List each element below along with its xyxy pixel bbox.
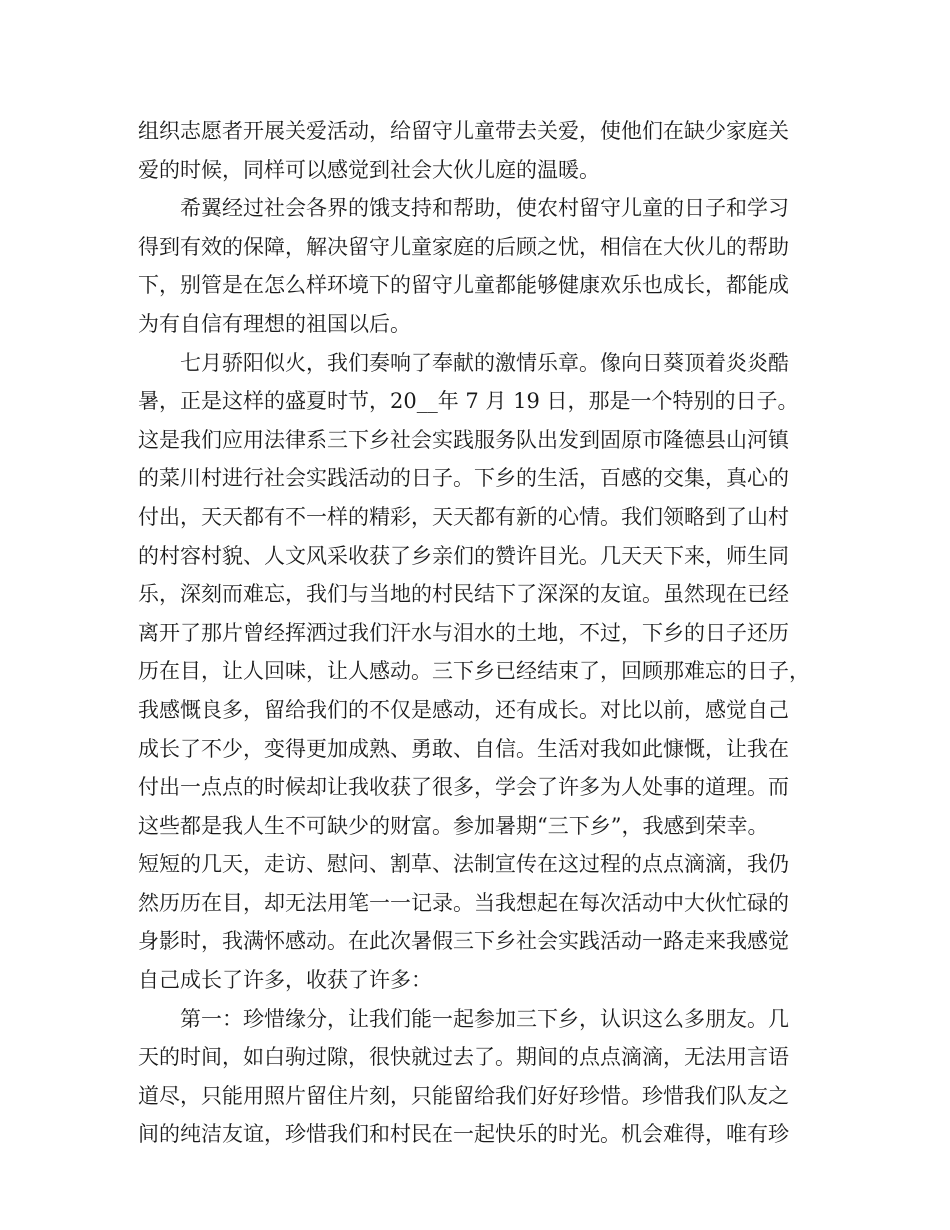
text-line: 身影时，我满怀感动。在此次暑假三下乡社会实践活动一路走来我感觉: [138, 929, 789, 954]
text-line: 这些都是我人生不可缺少的财富。参加暑期“三下乡”，我感到荣幸。: [138, 813, 769, 838]
text-line: 的菜川村进行社会实践活动的日子。下乡的生活，百感的交集，真心的: [138, 466, 789, 491]
text-line: 组织志愿者开展关爱活动，给留守儿童带去关爱，使他们在缺少家庭关: [138, 119, 789, 143]
text-line: 付出一点点的时候却让我收获了很多，学会了许多为人处事的道理。而: [138, 775, 789, 800]
text-line: 我感慨良多，留给我们的不仅是感动，还有成长。对比以前，感觉自己: [138, 697, 789, 722]
text-line: 这是我们应用法律系三下乡社会实践服务队出发到固原市隆德县山河镇: [138, 427, 789, 452]
text-line: 为有自信有理想的祖国以后。: [138, 311, 411, 336]
text-line: 天的时间，如白驹过隙，很快就过去了。期间的点点滴滴，无法用言语: [138, 1045, 789, 1070]
text-line: 爱的时候，同样可以感觉到社会大伙儿庭的温暖。: [138, 157, 600, 182]
text-line: 短短的几天，走访、慰问、割草、法制宣传在这过程的点点滴滴，我仍: [138, 852, 789, 877]
paragraph-4: [138, 1000, 814, 1154]
paragraph-1: [138, 112, 814, 189]
text-line: 乐，深刻而难忘，我们与当地的村民结下了深深的友谊。虽然现在已经: [138, 582, 789, 607]
text-line: 道尽，只能用照片留住片刻，只能留给我们好好珍惜。珍惜我们队友之: [138, 1083, 789, 1108]
text-line: 自己成长了许多，收获了许多：: [138, 968, 432, 993]
paragraph-2: [138, 189, 814, 343]
text-line: 希翼经过社会各界的饿支持和帮助，使农村留守儿童的日子和学习: [180, 196, 789, 221]
text-line: 得到有效的保障，解决留守儿童家庭的后顾之忧，相信在大伙儿的帮助: [138, 234, 789, 259]
text-line: 暑，正是这样的盛夏时节，20__年 7 月 19 日，那是一个特别的日子。: [138, 389, 799, 414]
text-line: 间的纯洁友谊，珍惜我们和村民在一起快乐的时光。机会难得，唯有珍: [138, 1122, 789, 1147]
text-line: 成长了不少，变得更加成熟、勇敢、自信。生活对我如此慷慨，让我在: [138, 736, 789, 761]
text-line: 离开了那片曾经挥洒过我们汗水与泪水的土地，不过，下乡的日子还历: [138, 620, 789, 645]
text-line: 历在目，让人回味，让人感动。三下乡已经结束了，回顾那难忘的日子，: [138, 659, 810, 684]
text-line: 下，别管是在怎么样环境下的留守儿童都能够健康欢乐也成长，都能成: [138, 273, 789, 298]
paragraph-3: [138, 344, 814, 1000]
text-line: 付出，天天都有不一样的精彩，天天都有新的心情。我们领略到了山村: [138, 504, 789, 529]
text-line: 的村容村貌、人文风采收获了乡亲们的赞许目光。几天天下来，师生同: [138, 543, 789, 568]
text-line: 然历历在目，却无法用笔一一记录。当我想起在每次活动中大伙忙碌的: [138, 890, 789, 915]
text-line: 第一：珍惜缘分，让我们能一起参加三下乡，认识这么多朋友。几: [180, 1006, 789, 1031]
text-line: 七月骄阳似火，我们奏响了奉献的激情乐章。像向日葵顶着炎炎酷: [180, 350, 789, 375]
document-body: [138, 112, 814, 1154]
